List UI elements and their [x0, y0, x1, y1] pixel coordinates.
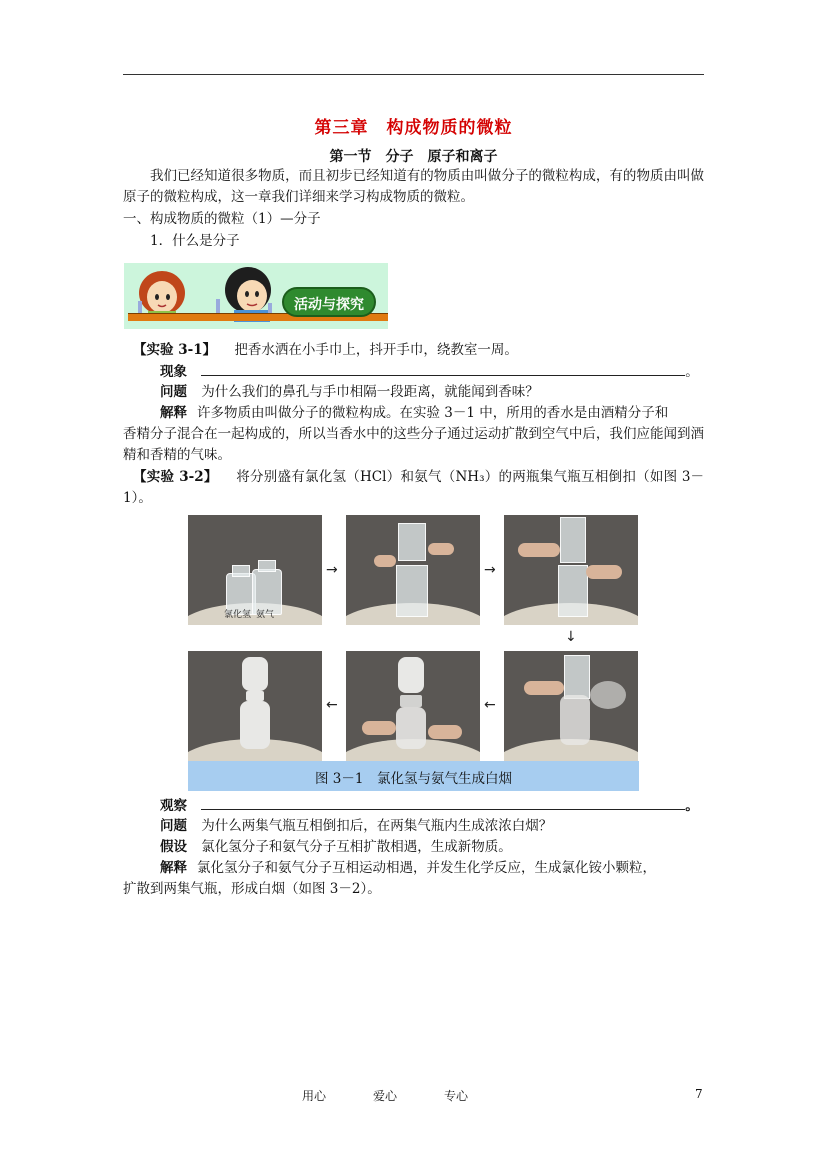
exp2-explain-first: 氯化氢分子和氨气分子互相运动相遇，并发生化学反应，生成氯化铵小颗粒，: [197, 860, 656, 876]
exp2-hypothesis: [123, 837, 704, 858]
exp2-tag: 【实验 3-2】: [133, 469, 218, 485]
footer-slogan-1: 用心: [302, 1089, 327, 1103]
photo-step-3: [504, 515, 638, 625]
exp1-statement: [123, 340, 704, 361]
chapter-title: 第三章 构成物质的微粒: [314, 118, 513, 138]
arrow-down-icon: ↓: [565, 629, 577, 645]
exp1-question: [123, 382, 704, 403]
exp2-question-label: 问题: [160, 818, 187, 834]
exp1-phenomenon-label: 现象: [160, 364, 187, 380]
exp2-observe-label: 观察: [160, 798, 187, 814]
figure-caption: 图 3－1 氯化氢与氨气生成白烟: [315, 771, 512, 787]
exp2-explain-rest: 扩散到两集气瓶，形成白烟（如图 3－2）。: [123, 881, 381, 897]
arrow-right-icon: →: [484, 562, 496, 578]
exp1-explain-first: 许多物质由叫做分子的微粒构成。在实验 3－1 中，所用的香水是由酒精分子和: [197, 405, 669, 421]
exp1-explanation: [123, 403, 704, 466]
exp1-explain-rest: 香精分子混合在一起构成的，所以当香水中的这些分子通过运动扩散到空气中后，我们应能闻到酒精和香精的气味。: [123, 426, 704, 463]
photo-step-6: [188, 651, 322, 761]
exp1-phenomenon-blank[interactable]: [201, 361, 685, 376]
heading-molecules: 一、构成物质的微粒（1）—分子: [123, 211, 321, 227]
section-title: 第一节 分子 原子和离子: [329, 149, 498, 165]
exp1-text: 把香水洒在小手巾上，抖开手巾，绕教室一周。: [234, 342, 518, 358]
exp2-hypothesis-label: 假设: [160, 839, 187, 855]
intro-paragraph: 我们已经知道很多物质，而且初步已经知道有的物质由叫做分子的微粒构成，有的物质由叫做原子的微粒构成，这一章我们详细来学习构成物质的微粒。: [123, 168, 704, 205]
exp1-explain-label: 解释: [160, 405, 187, 421]
exp2-observe: 观察 。: [123, 795, 704, 817]
photo-step-5: [346, 651, 480, 761]
activity-badge: [282, 287, 376, 317]
exp1-tag: 【实验 3-1】: [133, 342, 217, 358]
exp2-statement: [123, 467, 704, 509]
activity-badge-label: 活动与探究: [294, 297, 364, 313]
footer-slogan-3: 专心: [444, 1089, 469, 1103]
photo-label-nh3: 氨气: [256, 610, 275, 620]
arrow-left-icon: ←: [484, 697, 496, 713]
arrow-right-icon: →: [326, 562, 338, 578]
exp1-phenomenon: 现象 。: [123, 361, 704, 383]
photo-step-4: [504, 651, 638, 761]
exp1-question-label: 问题: [160, 384, 187, 400]
photo-step-2: [346, 515, 480, 625]
header-rule: [123, 74, 704, 75]
photo-step-1: [188, 515, 322, 625]
photo-label-hcl: 氯化氢: [224, 610, 252, 620]
exp2-text: 将分别盛有氯化氢（HCl）和氨气（NH₃）的两瓶集气瓶互相倒扣（如图 3－1）。: [123, 469, 705, 506]
exp2-question: [123, 816, 704, 837]
exp2-explanation: [123, 858, 704, 900]
arrow-left-icon: ←: [326, 697, 338, 713]
figure-caption-bar: [188, 761, 639, 791]
exp2-explain-label: 解释: [160, 860, 187, 876]
exp1-question-text: 为什么我们的鼻孔与手巾相隔一段距离，就能闻到香味？: [201, 384, 539, 400]
page-number: 7: [695, 1087, 703, 1101]
exp2-observe-blank[interactable]: [201, 795, 685, 810]
exp2-question-text: 为什么两集气瓶互相倒扣后，在两集气瓶内生成浓浓白烟？: [201, 818, 553, 834]
heading-what-is-molecule: 1．什么是分子: [150, 233, 240, 249]
exp2-hypothesis-text: 氯化氢分子和氨气分子互相扩散相遇，生成新物质。: [201, 839, 512, 855]
footer-slogan-2: 爱心: [373, 1089, 398, 1103]
